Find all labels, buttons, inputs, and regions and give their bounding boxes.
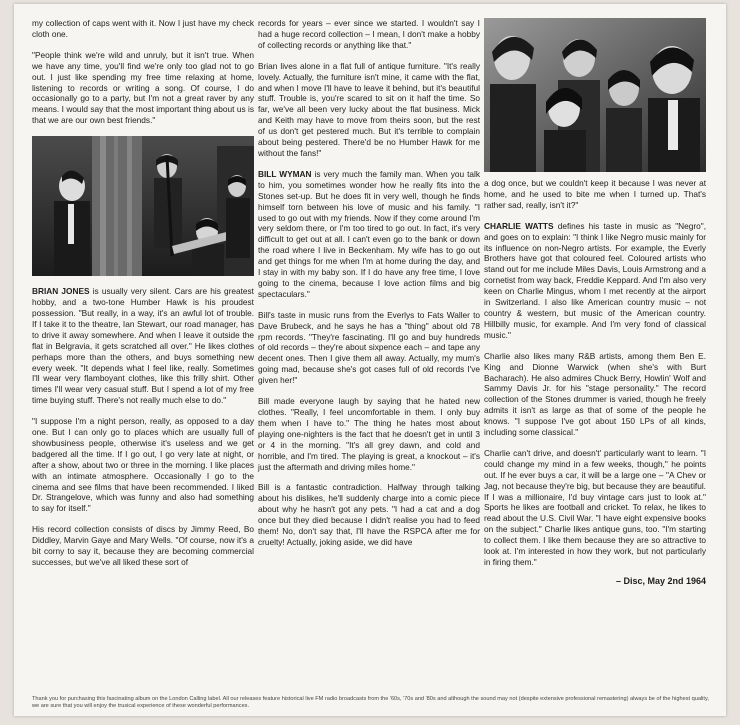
band-performing-photo [32,136,254,276]
name-bill-wyman: BILL WYMAN [258,168,312,179]
paragraph: Bill is a fantastic contradiction. Halfway through talking about his dislikes, he'll suddenly charge into a comic piece about why he hasn't got any pets. "I had a cat and a dog once but they died because I didn't realise you had to feed them! No, don't say that, I'll have the RSPCA after me for cruelty! Actually, joking aside, we did have [258,482,480,547]
paragraph-charlie-watts: CHARLIE WATTS defines his taste in music as "Negro", and goes on to explain: "I think I like Negro music mainly for its influence on non-Negro artists. For example, the Everly Brothers have got that coloured feel. Coloured artists who stand out for me include Miles Davis, Louis Armstrong and a cornetist from way back, Freddie Keppard. And I'm also very keen on Charlie Mingus, whom I met recently at the airport in Switzerland. I also like American country music – not country & western, but music of the American country. Hillbilly music, for example. And I'm very fond of classical music." [484,220,706,340]
paragraph: a dog once, but we couldn't keep it because I was never at home, and he used to bite me when I turned up. That's rather sad, really, isn't it?" [484,178,706,210]
booklet-page [14,4,726,716]
paragraph: Bill made everyone laugh by saying that he hated new clothes. "Really, I feel uncomfortable in them. I only buy them when I have to." The thing he hates most about playing one-nighters is the fact that he doesn't get in until 3 or 4 in the morning. "It's all grey dawn, and cold and horrible, and I'm tired. The playing is great, a knockout – it's just the aftermath and driving miles home." [258,396,480,472]
name-charlie-watts: CHARLIE WATTS [484,220,554,231]
column-1 [32,18,254,578]
paragraph: records for years – ever since we started. I wouldn't say I had a huge record collection – I mean, I don't make a hobby of collecting records or anything like that." [258,18,480,50]
paragraph: His record collection consists of discs by Jimmy Reed, Bo Diddley, Marvin Gaye and Mary Wells. "Of course, now it's a bit corny to say it, because they are becoming commercial successes, but we've all liked these sort of [32,524,254,567]
paragraph: Charlie also likes many R&B artists, among them Ben E. King and Dionne Warwick (when she's with Burt Bacharach). He also admires Chuck Berry, Howlin' Wolf and Sammy Davis Jr. for his "stage personality." The record collection of the Stones drummer is varied, though he freely admits it isn't as large as that of some of the people he knows. "I suppose I've got about 150 LPs of all kinds, including some classical." [484,350,706,438]
paragraph: Brian lives alone in a flat full of antique furniture. "It's really lovely. Actually, the furniture isn't mine, it came with the flat, and when I move I'll have to leave it behind, but it's beautiful stuff. Trouble is, you're scared to sit on it half the time. So far, we've all been very lucky about the flat business. Mick and Keith may have to move from theirs soon, but the rest of us don't get pestered much. But it's terrible to complain about being pestered. There'd be no Humber Hawk for me without the fans!" [258,60,480,158]
paragraph: "People think we're wild and unruly, but it isn't true. When we have any time, you'll find we're only too glad not to go out. I just like spending my free time relaxing at home, listening to records or writing a song. Of course, I do occasionally go to a party, but I'm not a great raver by any means. I would say that the most important thing about us is that we are our own best friends." [32,49,254,126]
paragraph: Charlie can't drive, and doesn't' particularly want to learn. "I could change my mind in a few weeks, though," he points out. If he ever buys a car, it will be a large one – "A Chev or Jag, not because they're big, but because they are beautiful. If I was a millionaire, I'd buy vintage cars just to look at." Sports he likes are football and cricket. To relax, he likes to read about the U.S. Civil War. "I have eight expensive books on the subject." Charlie likes antique guns, too. "I'm starting to collect them. I like them because they are so attractive to look at. I'm interested in how they work, but not particularly in firing them." [484,447,706,567]
footer-note: Thank you for purchasing this fascinating album on the London Calling label. All our releases feature historical live FM radio broadcasts from the '60s, '70s and '80s and although the sound may not (despite extensive professional remastering) always be of the highest quality, we are sure that you will enjoy the trusical experience of these wonderful performances. [32,696,709,709]
column-2 [258,18,480,558]
paragraph: Bill's taste in music runs from the Everlys to Fats Waller to Dave Brubeck, and he says he has a "thing" about old 78 rpm records. "They're fascinating. I'll go and buy hundreds of old records – they're about sixpence each – and tape any decent ones. Then I give them all away. Actually, my mum's going mad, because she's got cases full of old records I've given her!" [258,309,480,386]
paragraph-brian-jones: BRIAN JONES is usually very silent. Cars are his greatest hobby, and a two-tone Humber Hawk is his proudest possession. "But really, in a way, it's an awful lot of trouble. If I take it to the theatre, Ian Stewart, our road manager, has to drive it away somewhere. And when I leave it outside the flat in Belgravia, it gets scratched all over." He likes clothes perhaps more than the others, and buys something new every week. "It depends what I feel like, really. Sometimes I'll wear very flamboyant clothes, like this frilly shirt. Other times I'll wear very casual stuff. But I spend a lot of my free time buying stuff. There's not really much else to do." [32,286,254,406]
source-credit: – Disc, May 2nd 1964 [615,575,706,586]
column-3 [484,18,706,587]
name-brian-jones: BRIAN JONES [32,286,90,297]
paragraph: my collection of caps went with it. Now I just have my check cloth one. [32,18,254,39]
paragraph-bill-wyman: BILL WYMAN is very much the family man. When you talk to him, you sometimes wonder how he really fits into the Stones set-up. But he does fit in very well, though he finds himself torn between his love of music and his family. "I used to go out with my friends. Now if they come around I'm very seldom there, or I'm too tired to go out. In fact, it's very difficult to get out at all. I can't even go to the bank or down the road where I live in Beckenham. My wife has to go out and get things for me when I'm at home during the day, and I stay in with my baby son. If I do have any free time, I love going to the cinema, because I love action films and big spectaculars." [258,168,480,299]
paragraph: "I suppose I'm a night person, really, as opposed to a day one. But I can only go to places which are usually full of showbusiness people, otherwise it's useless and we get badgered all the time. If I go out, I go very late at night, or after a show, about two or three in the morning. I like places with an intimate atmosphere. Occasionally I go to the cinema and see films that have been recommended. I liked Dr. Strangelove, which was funny and also had something to say for itself." [32,416,254,514]
band-group-portrait-photo [484,18,706,172]
